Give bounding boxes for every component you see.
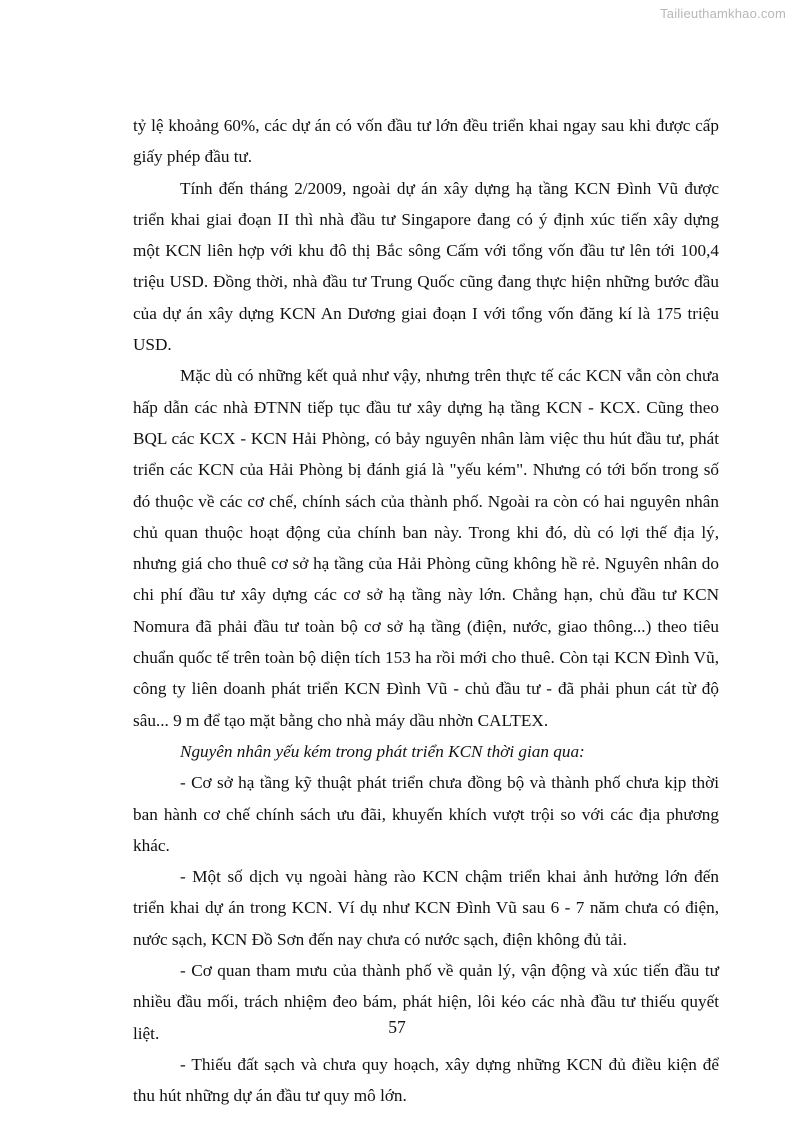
paragraph: Mặc dù có những kết quả như vậy, nhưng trên thực tế các KCN vẫn còn chưa hấp dẫn các nhà ĐTNN tiếp tục đầu tư xây dựng hạ tầng KCN - KCX. Cũng theo BQL các KCX - KCN Hải Phòng, có bảy nguyên nhân làm việc thu hút đầu tư, phát triển các KCN của Hải Phòng bị đánh giá là "yếu kém". Nhưng có tới bốn trong số đó thuộc về các cơ chế, chính sách của thành phố. Ngoài ra còn có hai nguyên nhân chủ quan thuộc hoạt động của chính ban này. Trong khi đó, dù có lợi thế địa lý, nhưng giá cho thuê cơ sở hạ tầng của Hải Phòng cũng không hề rẻ. Nguyên nhân do chi phí đầu tư xây dựng các cơ sở hạ tầng này lớn. Chẳng hạn, chủ đầu tư KCN Nomura đã phải đầu tư toàn bộ cơ sở hạ tầng (điện, nước, giao thông...) theo tiêu chuẩn quốc tế trên toàn bộ diện tích 153 ha rồi mới cho thuê. Còn tại KCN Đình Vũ, công ty liên doanh phát triển KCN Đình Vũ - chủ đầu tư - đã phải phun cát từ độ sâu... 9 m để tạo mặt bằng cho nhà máy dầu nhờn CALTEX. <box>133 366 719 730</box>
list-item: - Cơ quan tham mưu của thành phố về quản lý, vận động và xúc tiến đầu tư nhiều đầu mối, trách nhiệm đeo bám, phát hiện, lôi kéo các nhà đầu tư thiếu quyết liệt. <box>133 961 719 1043</box>
paragraph: Tính đến tháng 2/2009, ngoài dự án xây dựng hạ tầng KCN Đình Vũ được triển khai giai đoạn II thì nhà đầu tư Singapore đang có ý định xúc tiến xây dựng một KCN liên hợp với khu đô thị Bắc sông Cấm với tổng vốn đầu tư lên tới 100,4 triệu USD. Đồng thời, nhà đầu tư Trung Quốc cũng đang thực hiện những bước đầu của dự án xây dựng KCN An Dương giai đoạn I với tổng vốn đăng kí là 175 triệu USD. <box>133 178 719 355</box>
paragraph: tỷ lệ khoảng 60%, các dự án có vốn đầu tư lớn đều triển khai ngay sau khi được cấp giấy phép đầu tư. <box>133 116 719 167</box>
watermark: Tailieuthamkhao.com <box>660 6 786 21</box>
list-item: - Cơ sở hạ tầng kỹ thuật phát triển chưa đồng bộ và thành phố chưa kịp thời ban hành cơ chế chính sách ưu đãi, khuyến khích vượt trội so với các địa phương khác. <box>133 773 719 855</box>
list-item: - Một số dịch vụ ngoài hàng rào KCN chậm triển khai ảnh hưởng lớn đến triển khai dự án trong KCN. Ví dụ như KCN Đình Vũ sau 6 - 7 năm chưa có điện, nước sạch, KCN Đồ Sơn đến nay chưa có nước sạch, điện không đủ tải. <box>133 867 719 949</box>
document-body <box>133 110 719 1112</box>
page-number: 57 <box>388 1017 406 1037</box>
list-item: - Thiếu đất sạch và chưa quy hoạch, xây dựng những KCN đủ điều kiện để thu hút những dự án đầu tư quy mô lớn. <box>133 1054 719 1106</box>
section-heading: Nguyên nhân yếu kém trong phát triển KCN thời gian qua: <box>180 741 585 761</box>
